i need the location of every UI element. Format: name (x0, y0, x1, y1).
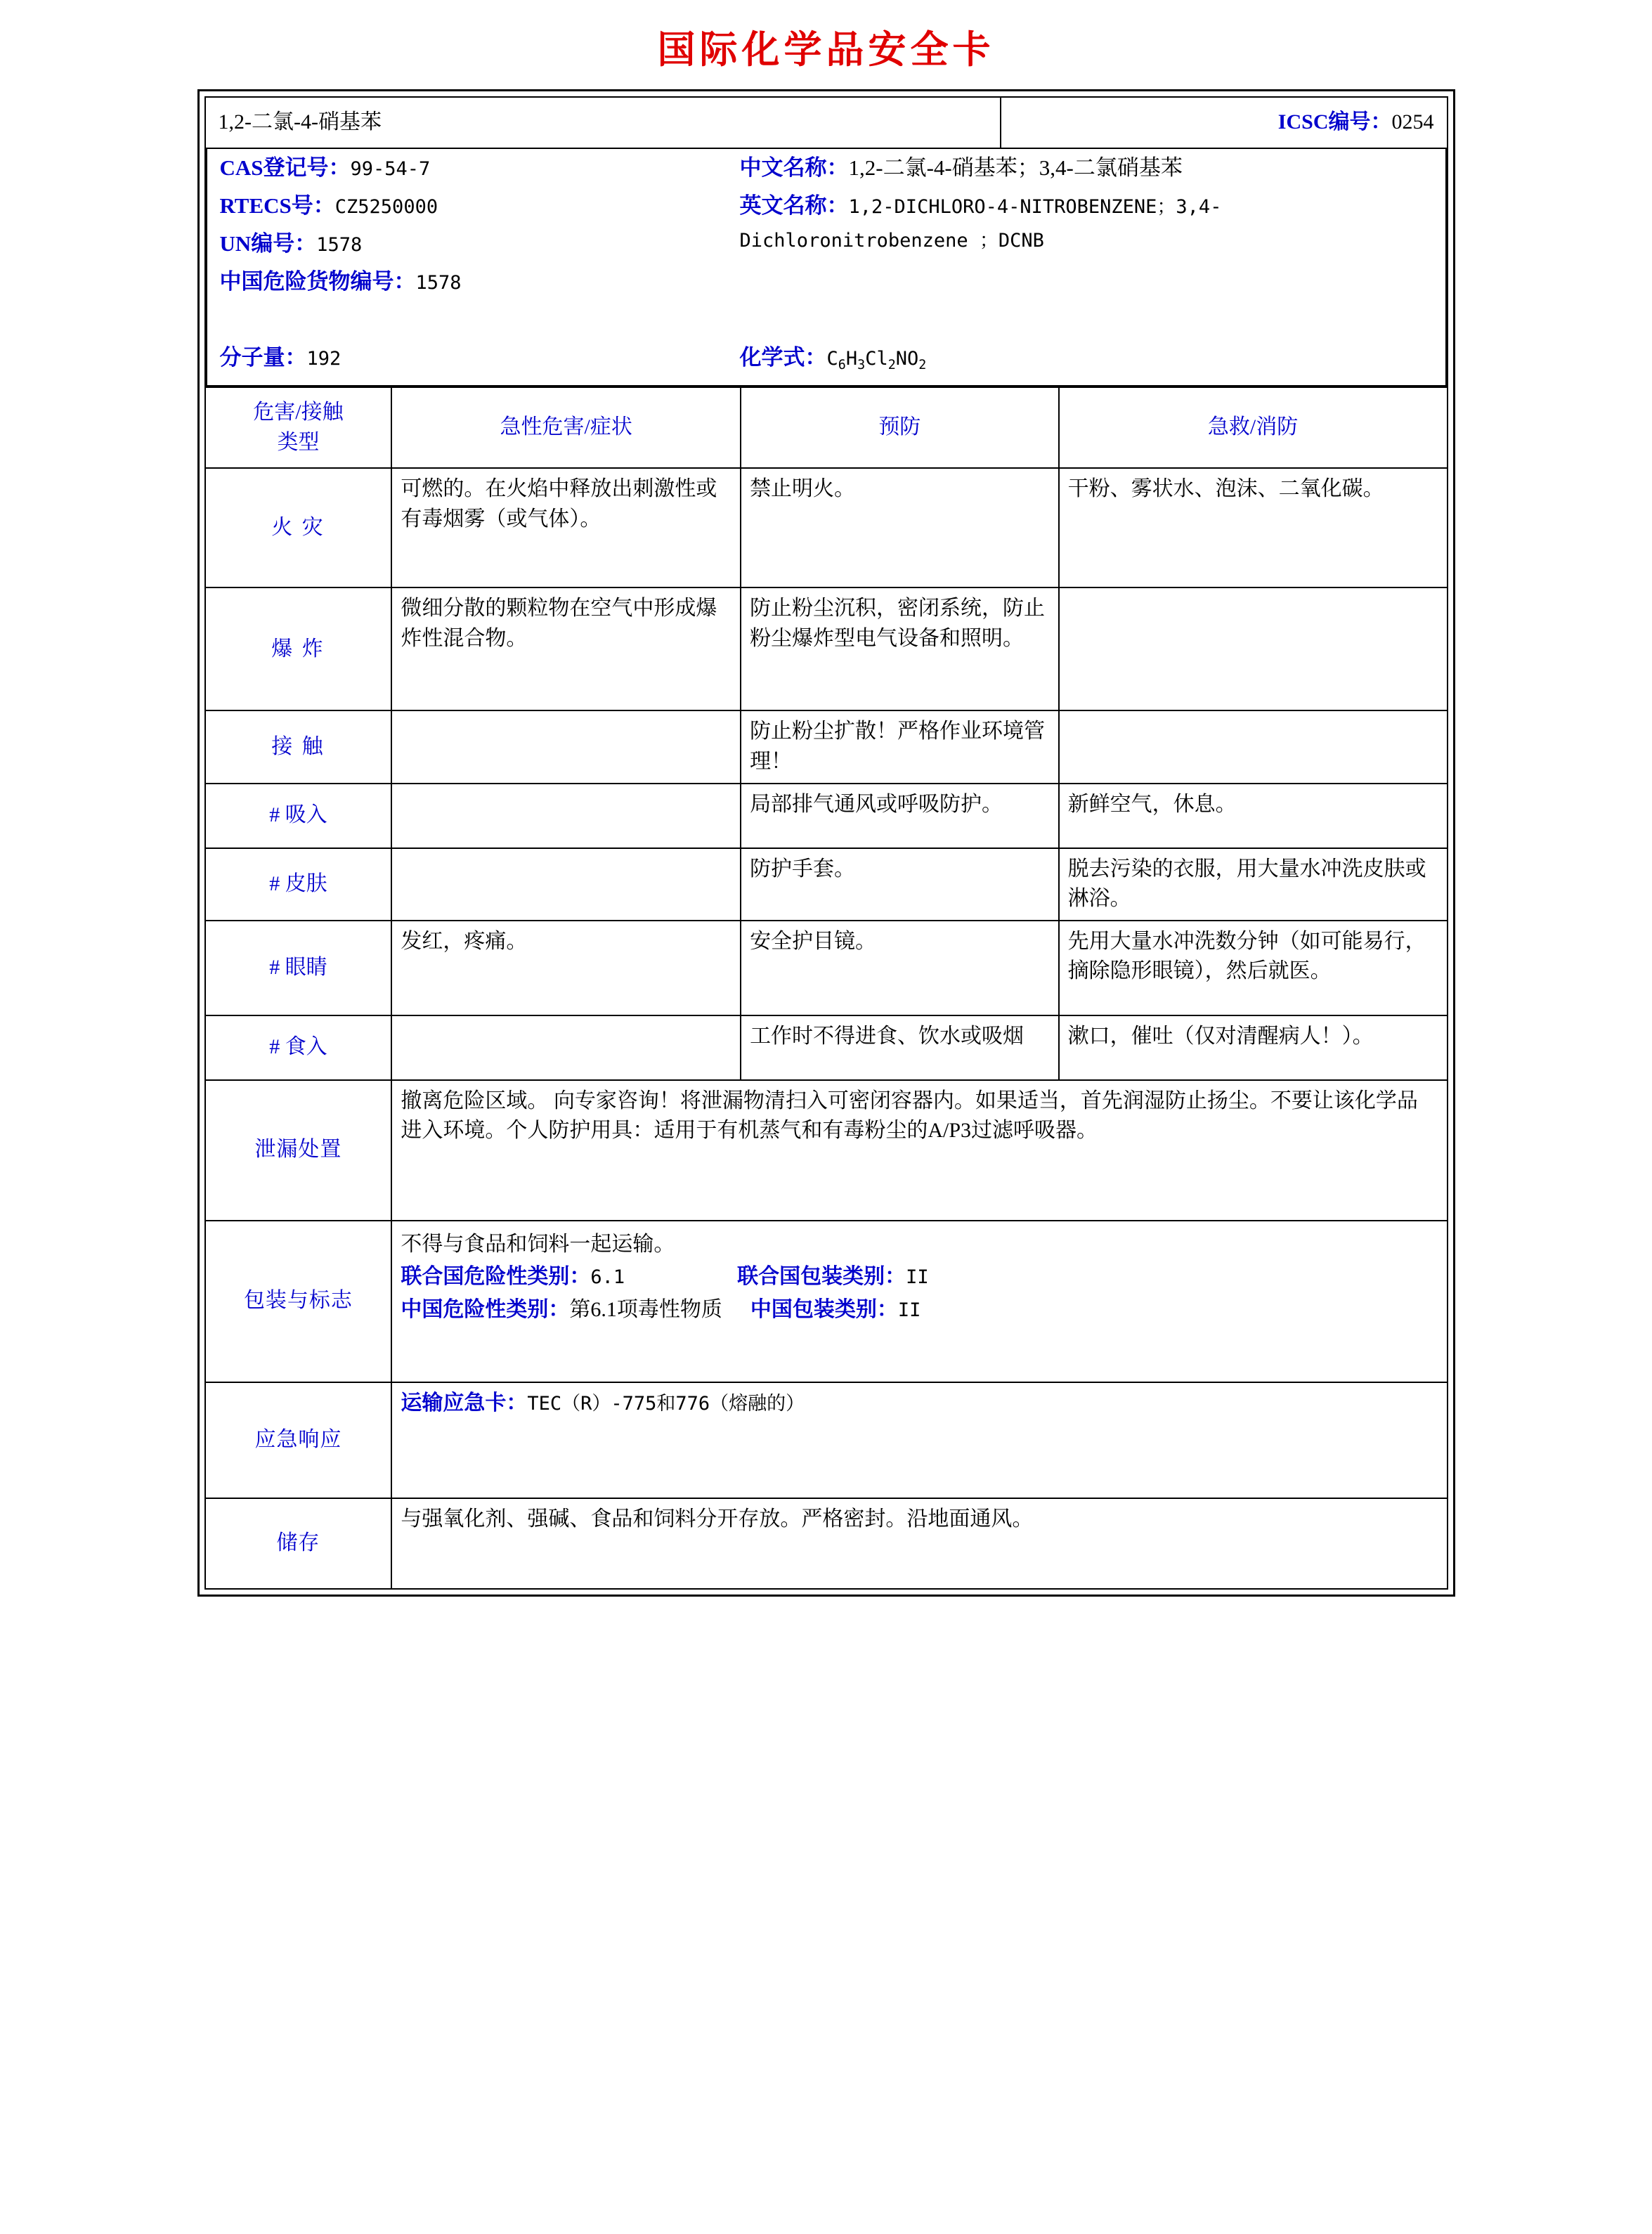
row-acute-exposure (391, 710, 741, 783)
cn-name-value: 1,2-二氯-4-硝基苯；3,4-二氯硝基苯 (848, 155, 1183, 180)
packaging-un-row (401, 1262, 1438, 1292)
row-label-explosion: 爆 炸 (206, 587, 392, 710)
header-type-line2: 类型 (277, 430, 320, 454)
un-cell (207, 225, 740, 263)
mw-value: 192 (306, 347, 342, 370)
table-row (206, 587, 1447, 710)
un-hazard-label: 联合国危险性类别： (401, 1265, 591, 1289)
spacer-cell-left (207, 301, 740, 339)
row-label-fire: 火 灾 (206, 468, 392, 587)
formula-cell (740, 339, 1445, 385)
icsc-number-cell (1001, 98, 1446, 148)
header-acute: 急性危害/症状 (391, 387, 741, 468)
section-row-spill (206, 1080, 1447, 1221)
header-firstaid: 急救/消防 (1059, 387, 1447, 468)
row-firstaid-exposure (1059, 710, 1447, 783)
substance-name: 1,2-二氯-4-硝基苯 (206, 98, 1001, 148)
hazards-table (206, 387, 1447, 1588)
row-firstaid-explosion (1059, 587, 1447, 710)
table-row (206, 784, 1447, 848)
china-dangerous-cell (207, 263, 740, 301)
en-name-value: 1,2-DICHLORO-4-NITROBENZENE；3,4-Dichloronitrobenzene ；DCNB (739, 195, 1222, 252)
safety-card (197, 89, 1455, 1597)
section-row-storage (206, 1498, 1447, 1588)
cas-cell (207, 149, 740, 187)
cas-label: CAS登记号： (219, 155, 351, 180)
spacer-cell-right (740, 301, 1445, 339)
row-acute-inhalation (391, 784, 741, 848)
en-name-cell (740, 187, 1445, 263)
formula-value: $C_6H_3Cl_2NO_2$ (826, 347, 927, 372)
row-firstaid-eyes: 先用大量水冲洗数分钟（如可能易行，摘除隐形眼镜），然后就医。 (1059, 921, 1447, 1015)
table-row (206, 848, 1447, 921)
table-row (206, 1015, 1447, 1080)
row-label-skin: # 皮肤 (206, 848, 392, 921)
icsc-value: 0254 (1391, 110, 1434, 134)
identification-block (206, 149, 1447, 387)
un-value: 1578 (316, 233, 363, 256)
cn-pack-value: II (897, 1299, 921, 1321)
header-type (206, 387, 392, 468)
section-label-spill: 泄漏处置 (206, 1080, 392, 1221)
rtecs-value: CZ5250000 (334, 195, 438, 218)
spacer-cell (740, 263, 1445, 301)
cn-pack-class (750, 1295, 921, 1325)
table-row (206, 921, 1447, 1015)
row-firstaid-inhalation: 新鲜空气，休息。 (1059, 784, 1447, 848)
china-dangerous-label: 中国危险货物编号： (219, 268, 416, 294)
section-text-spill: 撤离危险区域。 向专家咨询！将泄漏物清扫入可密闭容器内。如果适当，首先润湿防止扬尘。不要让该化学品进入环境。个人防护用具：适用于有机蒸气和有毒粉尘的A/P3过滤呼吸器。 (391, 1080, 1446, 1221)
card-header-table (206, 98, 1447, 149)
section-row-packaging (206, 1221, 1447, 1382)
section-text-emergency (391, 1382, 1446, 1498)
rtecs-cell (207, 187, 740, 225)
row-label-inhalation: # 吸入 (206, 784, 392, 848)
en-name-label: 英文名称： (739, 193, 849, 218)
ident-row-2 (207, 187, 1445, 225)
safety-card-inner (204, 96, 1448, 1590)
row-label-ingestion: # 食入 (206, 1015, 392, 1080)
row-label-exposure: 接 触 (206, 710, 392, 783)
cn-pack-label: 中国包装类别： (750, 1297, 898, 1321)
packaging-cn-row (401, 1295, 1438, 1325)
cn-hazard-class (401, 1295, 722, 1325)
un-hazard-value: 6.1 (590, 1266, 625, 1289)
row-acute-fire: 可燃的。在火焰中释放出刺激性或有毒烟雾（或气体）。 (391, 468, 741, 587)
cn-hazard-value: 第6.1项毒性物质 (569, 1297, 722, 1321)
row-prevention-inhalation: 局部排气通风或呼吸防护。 (741, 784, 1059, 848)
china-dangerous-value: 1578 (415, 271, 462, 294)
cn-name-label: 中文名称： (739, 155, 849, 180)
header-row (206, 98, 1447, 148)
emergency-card-label: 运输应急卡： (401, 1391, 528, 1415)
identification-table (207, 149, 1445, 386)
header-prevention: 预防 (741, 387, 1059, 468)
row-prevention-ingestion: 工作时不得进食、饮水或吸烟 (741, 1015, 1059, 1080)
row-label-eyes: # 眼睛 (206, 921, 392, 1015)
packaging-line1: 不得与食品和饲料一起运输。 (401, 1232, 675, 1256)
section-label-storage: 储存 (206, 1498, 392, 1588)
hazards-header-row (206, 387, 1447, 468)
ident-row-1 (207, 149, 1445, 187)
row-firstaid-skin: 脱去污染的衣服，用大量水冲洗皮肤或淋浴。 (1059, 848, 1447, 921)
row-firstaid-fire: 干粉、雾状水、泡沫、二氧化碳。 (1059, 468, 1447, 587)
row-prevention-exposure: 防止粉尘扩散！严格作业环境管理！ (741, 710, 1059, 783)
row-acute-eyes: 发红，疼痛。 (391, 921, 741, 1015)
section-text-storage: 与强氧化剂、强碱、食品和饲料分开存放。严格密封。沿地面通风。 (391, 1498, 1446, 1588)
section-label-packaging: 包装与标志 (206, 1221, 392, 1382)
ident-row-4 (207, 263, 1445, 301)
section-label-emergency: 应急响应 (206, 1382, 392, 1498)
cn-name-cell (740, 149, 1445, 187)
un-hazard-class (401, 1262, 625, 1292)
cas-value: 99-54-7 (350, 157, 431, 180)
cn-hazard-label: 中国危险性类别： (401, 1297, 570, 1321)
un-pack-label: 联合国包装类别： (737, 1265, 906, 1289)
ident-row-6 (207, 339, 1445, 385)
page-title: 国际化学品安全卡 (657, 27, 995, 72)
row-prevention-fire: 禁止明火。 (741, 468, 1059, 587)
row-prevention-skin: 防护手套。 (741, 848, 1059, 921)
icsc-label: ICSC编号： (1277, 110, 1392, 134)
emergency-card-value: TEC（R）-775和776（熔融的） (527, 1392, 805, 1415)
table-row (206, 468, 1447, 587)
mw-cell (207, 339, 740, 385)
mw-label: 分子量： (219, 344, 307, 370)
rtecs-label: RTECS号： (219, 193, 335, 218)
un-pack-class (737, 1262, 929, 1292)
un-pack-value: II (906, 1266, 929, 1289)
row-acute-ingestion (391, 1015, 741, 1080)
row-prevention-eyes: 安全护目镜。 (741, 921, 1059, 1015)
row-acute-skin (391, 848, 741, 921)
section-text-packaging (391, 1221, 1446, 1382)
formula-label: 化学式： (739, 344, 827, 370)
row-prevention-explosion: 防止粉尘沉积，密闭系统，防止粉尘爆炸型电气设备和照明。 (741, 587, 1059, 710)
row-firstaid-ingestion: 漱口，催吐（仅对清醒病人！）。 (1059, 1015, 1447, 1080)
un-label: UN编号： (219, 230, 317, 256)
table-row (206, 710, 1447, 783)
section-row-emergency (206, 1382, 1447, 1498)
ident-row-5 (207, 301, 1445, 339)
row-acute-explosion: 微细分散的颗粒物在空气中形成爆炸性混合物。 (391, 587, 741, 710)
header-type-line1: 危害/接触 (253, 401, 344, 424)
